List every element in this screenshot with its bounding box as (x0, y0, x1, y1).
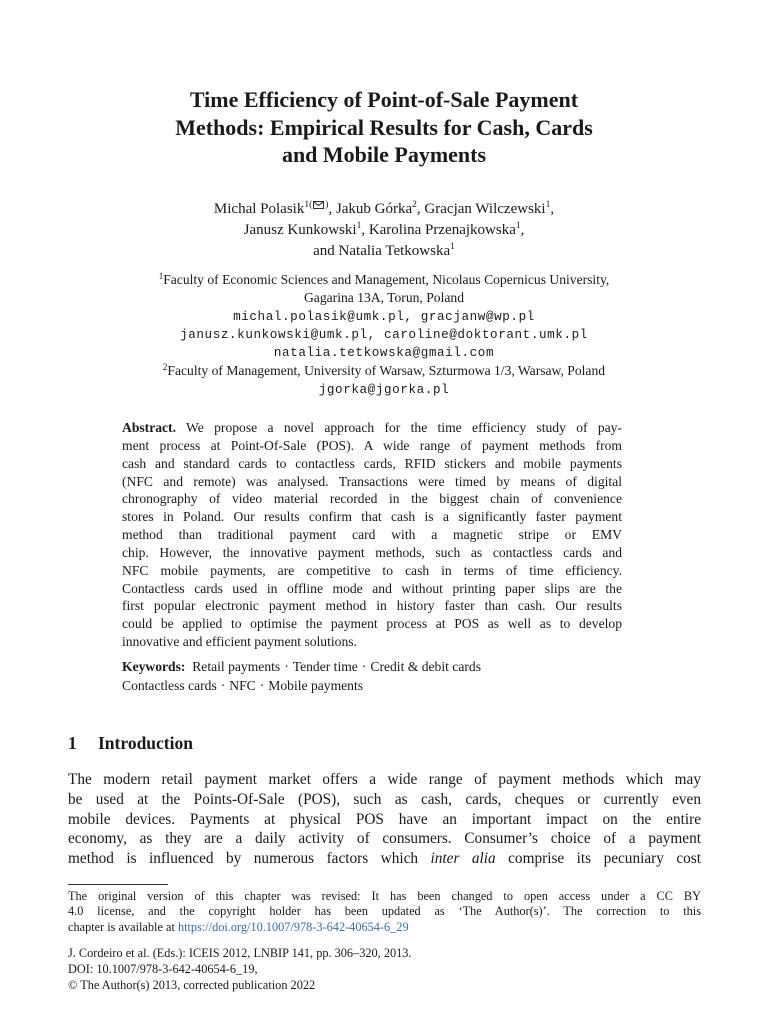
abstract-line: method than traditional payment card with a magnetic stripe or EMV (122, 527, 622, 543)
affiliation-line: $^1$Faculty of Economic Sciences and Management, Nicolaus Copernicus University, (158, 271, 610, 287)
keyword: Credit & debit cards (370, 659, 481, 674)
abstract-label: Abstract. (122, 420, 176, 435)
abstract-line: innovative and efficient payment solutions. (122, 634, 357, 650)
author-name: Karolina Przenajkowska (368, 222, 516, 238)
affiliations (60, 271, 708, 399)
affiliation-line: $^2$Faculty of Management, University of Warsaw, Szturmowa 1/3, Warsaw, Poland (162, 362, 606, 379)
abstract-line: chip. However, the innovative payment methods, such as contactless cards and (122, 544, 622, 560)
author-name: Natalia Tetkowska (338, 243, 451, 259)
email-addresses[interactable]: jgorka@jgorka.pl (318, 382, 450, 397)
keyword: NFC (229, 678, 256, 693)
section-number: 1 (68, 733, 77, 753)
abstract-line: ment process at Point-Of-Sale (POS). A wide range of payment methods from (122, 437, 622, 453)
abstract-line: cash and standard cards to contactless cards, RFID stickers and mobile payments (122, 455, 622, 471)
email-addresses[interactable]: michal.polasik@umk.pl, gracjanw@wp.pl (233, 309, 535, 324)
author-affil-sup: 1( ) (304, 200, 329, 210)
author-name: Janusz Kunkowski (243, 222, 357, 238)
author-list (60, 199, 708, 262)
email-addresses[interactable]: natalia.tetkowska@gmail.com (273, 346, 495, 361)
body-line: method is influenced by numerous factors which inter alia comprise its pecuniary cost (68, 850, 701, 868)
abstract-line: NFC mobile payments, are competitive to cash in terms of time efficiency. (122, 562, 622, 578)
doi-link[interactable]: https://doi.org/10.1007/978-3-642-40654-6_29 (177, 919, 409, 934)
author-affil-sup: 2 (412, 200, 417, 210)
keywords-line (122, 657, 642, 676)
author-name: Michal Polasik (213, 201, 305, 217)
keywords (122, 657, 642, 695)
keyword-separator: · (361, 659, 367, 674)
keyword: Mobile payments (268, 678, 364, 693)
keywords-label: Keywords: (122, 659, 186, 674)
footnote-line: The original version of this chapter was revised: It has been changed to open access under a CC BY (68, 889, 701, 903)
author-line: Michal Polasik$^{1( )}$, Jakub Górka$^2$, Gracjan Wilczewski$^1$, (213, 200, 555, 217)
author-name: Jakub Górka (335, 201, 413, 217)
author-name: Gracjan Wilczewski (424, 201, 546, 217)
abstract-line: first popular electronic payment method in history faster than cash. Our results (122, 598, 622, 614)
italic-phrase: inter alia (430, 850, 496, 868)
body-line: The modern retail payment market offers a wide range of payment methods which may (68, 771, 701, 788)
author-line: and Natalia Tetkowska$^1$ (313, 242, 455, 259)
keyword-separator: · (220, 678, 226, 693)
keyword-separator: · (284, 659, 289, 674)
author-affil-sup: 1 (545, 200, 551, 210)
section-heading (68, 733, 193, 754)
keyword: Retail payments (192, 659, 281, 674)
title-line: Time Efficiency of Point-of-Sale Payment (189, 87, 579, 112)
footnote-rule (68, 884, 168, 885)
footnote-line: chapter is available at https://doi.org/10.1007/978-3-642-40654-6_29 (68, 919, 409, 934)
doi-line: DOI: 10.1007/978-3-642-40654-6_19, (68, 962, 258, 976)
citation-line: J. Cordeiro et al. (Eds.): ICEIS 2012, LNBIP 141, pp. 306–320, 2013. (68, 946, 412, 960)
author-affil-sup: 1 (515, 221, 521, 231)
keywords-line (122, 676, 642, 695)
body-line: mobile devices. Payments at physical POS have an important impact on the entire (68, 810, 701, 828)
affiliation-address: Gagarina 13A, Torun, Poland (303, 290, 464, 306)
abstract-line: chronography of video material recorded in the biggest chain of convenience (122, 491, 622, 507)
keyword: Contactless cards (122, 678, 217, 693)
footnote-line: 4.0 license, and the copyright holder has been updated as ‘The Author(s)’. The correction to this (68, 904, 701, 919)
footnote (68, 889, 701, 935)
body-line: be used at the Points-Of-Sale (POS), such as cash, cards, cheques or currently even (68, 790, 701, 808)
copyright-line: © The Author(s) 2013, corrected publication 2022 (68, 978, 316, 992)
abstract-line: (NFC and remote) was analysed. Transactions were timed by means of digital (122, 473, 622, 489)
section-title: Introduction (98, 733, 193, 753)
citation-block (68, 945, 701, 993)
body-line: economy, as they are a daily activity of consumers. Consumer’s choice of a payment (68, 830, 701, 848)
keyword: Tender time (292, 659, 358, 674)
abstract (122, 419, 622, 651)
abstract-line: Contactless cards used in offline mode and without printing paper slips are the (122, 580, 622, 596)
title-line: and Mobile Payments (281, 142, 487, 167)
title-line: Methods: Empirical Results for Cash, Cards (175, 114, 593, 140)
paper-title (60, 86, 708, 169)
abstract-line: could be applied to optimise the payment process at POS as well as to develop (122, 616, 622, 632)
abstract-line: Abstract. We propose a novel approach for the time efficiency study of pay- (122, 420, 622, 435)
envelope-icon (313, 201, 324, 209)
email-addresses[interactable]: janusz.kunkowski@umk.pl, caroline@doktorant.umk.pl (180, 327, 588, 342)
body-text (68, 770, 701, 869)
keyword-separator: · (259, 678, 265, 693)
author-line: Janusz Kunkowski$^1$, Karolina Przenajkowska$^1$, (243, 221, 525, 238)
author-affil-sup: 1 (450, 242, 455, 252)
abstract-line: stores in Poland. Our results confirm that cash is a significantly faster payment (122, 509, 622, 525)
author-affil-sup: 1 (356, 221, 362, 231)
